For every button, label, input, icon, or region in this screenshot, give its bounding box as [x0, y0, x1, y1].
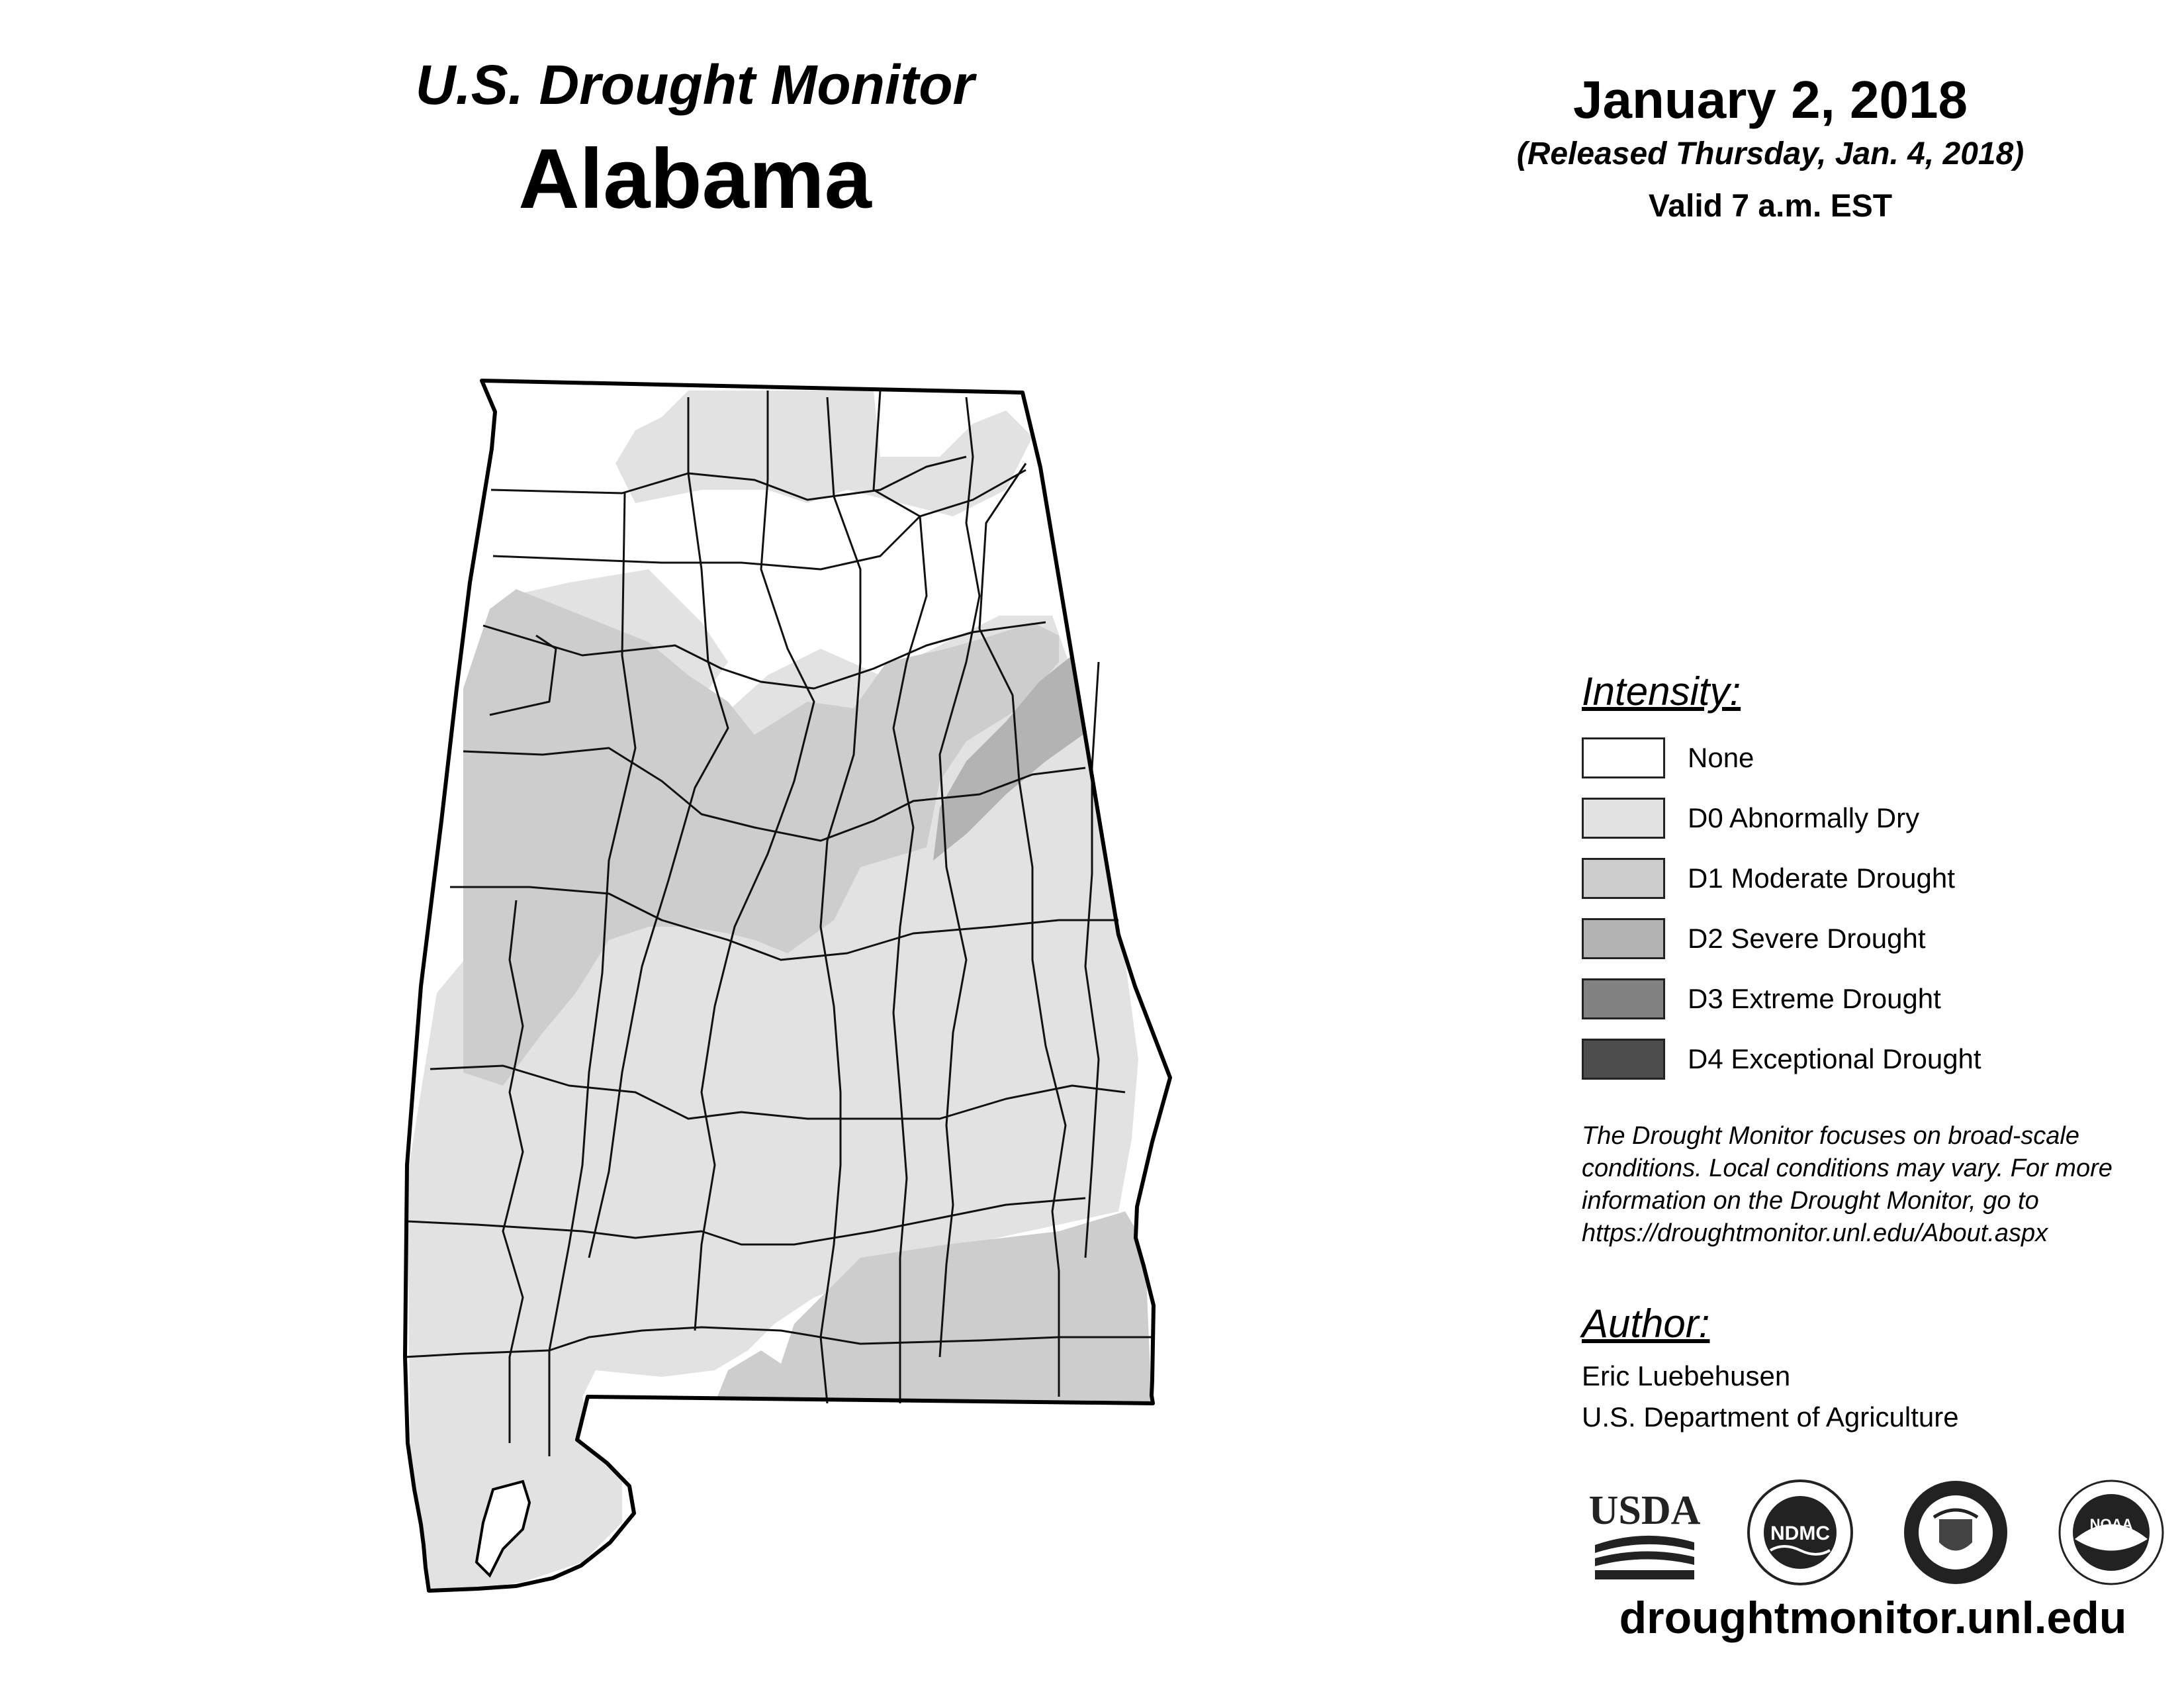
legend-label: None: [1688, 741, 1754, 773]
svg-text:NOAA: NOAA: [2089, 1516, 2133, 1532]
legend-swatch: [1582, 858, 1665, 899]
legend-item: [1582, 908, 2177, 968]
logo-row: [1588, 1476, 2171, 1589]
legend-label: D2 Severe Drought: [1688, 922, 1926, 954]
legend-label: D0 Abnormally Dry: [1688, 802, 1920, 833]
legend-item: [1582, 788, 2177, 848]
legend-items: [1582, 727, 2177, 1089]
author-name: Eric Luebehusen: [1582, 1360, 1791, 1391]
valid-time: Valid 7 a.m. EST: [1648, 189, 1893, 224]
title-block: [278, 53, 1112, 228]
site-url[interactable]: droughtmonitor.unl.edu: [1619, 1593, 2127, 1643]
legend-swatch: [1582, 737, 1665, 778]
legend-item: [1582, 1029, 2177, 1089]
legend-swatch: [1582, 978, 1665, 1019]
usda-logo: [1588, 1476, 1701, 1589]
author-heading: Author:: [1582, 1301, 1710, 1346]
legend-item: [1582, 968, 2177, 1029]
alabama-drought-map: [371, 344, 1191, 1609]
author-org: U.S. Department of Agriculture: [1582, 1401, 1959, 1432]
author-block: [1582, 1301, 2177, 1438]
legend-label: D4 Exceptional Drought: [1688, 1043, 1981, 1074]
legend-label: D1 Moderate Drought: [1688, 862, 1955, 894]
date-block: [1423, 70, 2118, 224]
department-of-commerce-seal-icon: [1899, 1476, 2012, 1589]
noaa-logo: [2055, 1476, 2167, 1589]
disclaimer-note: The Drought Monitor focuses on broad-scale conditions. Local conditions may vary. For more information on the Drought Monitor, go to https://droughtmonitor.unl.edu/About.aspx: [1582, 1122, 2113, 1247]
legend-swatch: [1582, 918, 1665, 959]
ndmc-logo: [1744, 1476, 1856, 1589]
legend: [1582, 669, 2177, 1089]
legend-swatch: [1582, 1039, 1665, 1080]
svg-text:NDMC: NDMC: [1770, 1523, 1830, 1544]
legend-item: [1582, 848, 2177, 908]
map-date: January 2, 2018: [1573, 70, 1968, 129]
legend-swatch: [1582, 798, 1665, 839]
legend-label: D3 Extreme Drought: [1688, 982, 1941, 1014]
legend-heading: Intensity:: [1582, 669, 1741, 714]
drought-areas: [371, 344, 1191, 1609]
map-state-title: Alabama: [518, 132, 872, 226]
map-supertitle: U.S. Drought Monitor: [415, 54, 975, 116]
svg-text:USDA: USDA: [1588, 1488, 1701, 1533]
release-date: (Released Thursday, Jan. 4, 2018): [1516, 136, 2025, 171]
legend-item: [1582, 727, 2177, 788]
